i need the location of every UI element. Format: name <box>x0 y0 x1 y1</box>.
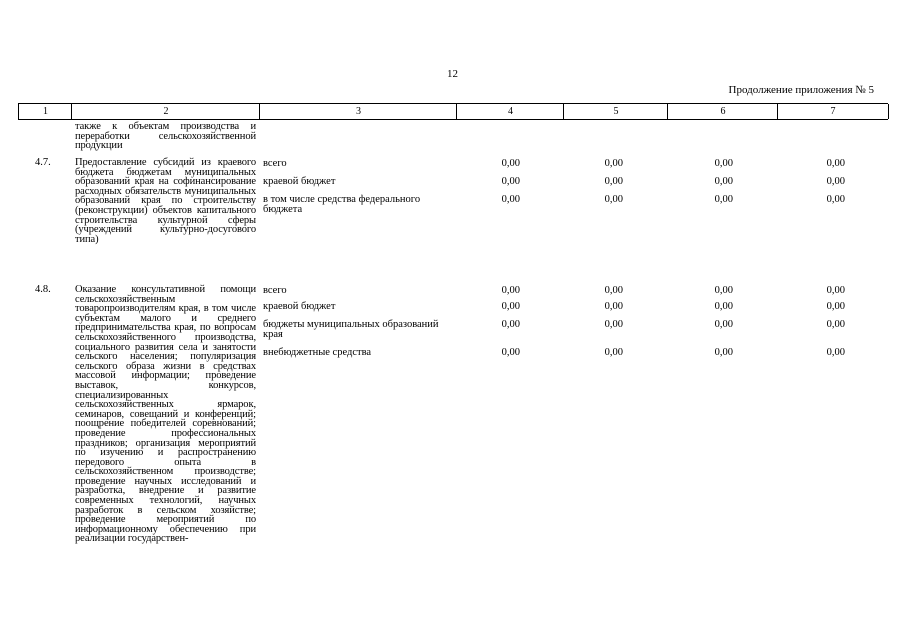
value-cell: 0,00 <box>714 347 733 358</box>
value-cell: 0,00 <box>501 158 520 169</box>
header-col-7: 7 <box>777 104 889 119</box>
carryover-description: также к объектам производства и переработки сельскохозяйственной продукции <box>75 121 256 152</box>
value-cell: 0,00 <box>826 176 845 187</box>
row-description: Предоставление субсидий из краевого бюджета бюджетам муниципальных образований края на софинансирование расходных обязательств муниципальных образований края по строительству (реконструкции) объектов капитального строительства культурной сферы (учреждений культурно-досугового типа) <box>75 157 256 245</box>
value-cell: 0,00 <box>714 285 733 296</box>
funding-source-label: всего <box>263 285 287 296</box>
table-header <box>18 103 888 120</box>
value-cell: 0,00 <box>826 347 845 358</box>
funding-source-label: всего <box>263 158 287 169</box>
header-col-1: 1 <box>18 104 72 119</box>
value-cell: 0,00 <box>501 194 520 205</box>
header-col-5: 5 <box>563 104 668 119</box>
value-cell: 0,00 <box>714 158 733 169</box>
funding-source-label: внебюджетные средства <box>263 347 372 358</box>
value-cell: 0,00 <box>501 301 520 312</box>
funding-source-label: краевой бюджет <box>263 176 336 187</box>
header-col-6: 6 <box>667 104 778 119</box>
continuation-title: Продолжение приложения № 5 <box>728 84 874 96</box>
row-number: 4.8. <box>35 284 51 295</box>
value-cell: 0,00 <box>604 301 623 312</box>
value-cell: 0,00 <box>604 285 623 296</box>
value-cell: 0,00 <box>714 319 733 330</box>
value-cell: 0,00 <box>604 319 623 330</box>
funding-source-label: в том числе средства федерального бюджета <box>263 194 421 215</box>
header-col-2: 2 <box>71 104 260 119</box>
value-cell: 0,00 <box>501 319 520 330</box>
value-cell: 0,00 <box>501 176 520 187</box>
value-cell: 0,00 <box>826 285 845 296</box>
funding-source-label: бюджеты муниципальных образований края <box>263 319 439 340</box>
value-cell: 0,00 <box>826 158 845 169</box>
value-cell: 0,00 <box>826 301 845 312</box>
header-col-3: 3 <box>259 104 457 119</box>
page-number: 12 <box>447 68 458 80</box>
value-cell: 0,00 <box>714 301 733 312</box>
value-cell: 0,00 <box>826 194 845 205</box>
value-cell: 0,00 <box>826 319 845 330</box>
header-col-4: 4 <box>456 104 564 119</box>
value-cell: 0,00 <box>714 176 733 187</box>
value-cell: 0,00 <box>501 347 520 358</box>
row-number: 4.7. <box>35 157 51 168</box>
value-cell: 0,00 <box>501 285 520 296</box>
value-cell: 0,00 <box>604 176 623 187</box>
value-cell: 0,00 <box>604 347 623 358</box>
row-description: Оказание консультативной помощи сельскохозяйственным товаропроизводителям края, в том числе субъектам малого и среднего предпринимательства края, по вопросам сельскохозяйственного производства, социального развития села и занятости сельского населения; популяризация сельского образа жизни в средствах массовой информации; проведение выставок, конкурсов, специализированных сельскохозяйственных ярмарок, семинаров, совещаний и конференций; поощрение победителей соревнований; проведение профессиональных праздников; организация мероприятий по изучению и распространению передового опыта в сельскохозяйственном производстве; проведение научных исследований и разработка, внедрение и развитие современных технологий, научных разработок в сельском хозяйстве; проведение мероприятий по информационному обеспечению при реализации государствен- <box>75 284 256 545</box>
funding-source-label: краевой бюджет <box>263 301 336 312</box>
value-cell: 0,00 <box>604 194 623 205</box>
value-cell: 0,00 <box>714 194 733 205</box>
value-cell: 0,00 <box>604 158 623 169</box>
